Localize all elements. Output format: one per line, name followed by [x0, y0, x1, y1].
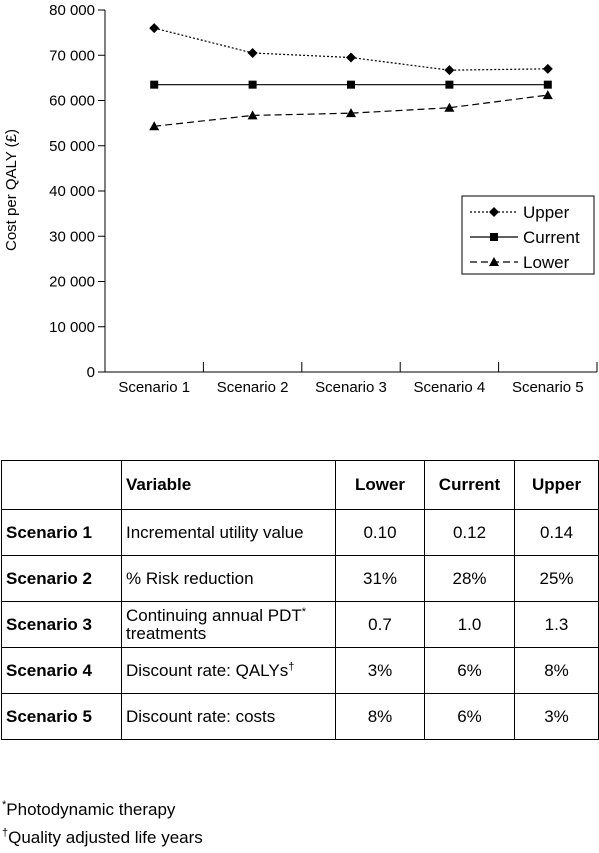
row-scenario-label: Scenario 5 — [2, 694, 122, 740]
x-axis — [105, 362, 597, 396]
data-point-current — [150, 81, 158, 89]
table-row — [2, 602, 599, 648]
x-tick-label: Scenario 2 — [216, 379, 289, 396]
row-current-value: 1.0 — [425, 602, 515, 648]
y-tick-label: 60 000 — [49, 92, 95, 110]
data-point-current — [347, 81, 355, 89]
header-upper: Upper — [515, 461, 599, 510]
footnote-mark: † — [288, 660, 295, 673]
y-tick-label: 20 000 — [49, 273, 95, 291]
row-lower-value: 8% — [336, 694, 425, 740]
sensitivity-table — [1, 460, 599, 740]
row-variable: Discount rate: costs — [122, 694, 336, 740]
x-tick-label: Scenario 5 — [511, 379, 584, 396]
row-upper-value: 3% — [515, 694, 599, 740]
row-upper-value: 1.3 — [515, 602, 599, 648]
row-variable — [122, 602, 336, 648]
footnote — [2, 828, 203, 848]
series-layer — [149, 23, 553, 130]
y-tick-label: 40 000 — [49, 183, 95, 200]
table-row — [2, 510, 599, 556]
data-point-upper — [444, 65, 454, 75]
header-lower: Lower — [336, 461, 425, 510]
header-current: Current — [425, 461, 515, 510]
legend-label-upper: Upper — [523, 203, 570, 222]
data-point-current — [445, 81, 453, 89]
footnote-text: Photodynamic therapy — [6, 800, 176, 819]
row-lower-value: 3% — [336, 648, 425, 694]
table-row — [2, 648, 599, 694]
table-row — [2, 556, 599, 602]
footnote-mark: * — [2, 799, 7, 811]
series-upper — [149, 23, 553, 75]
data-point-upper — [149, 23, 159, 33]
legend-label-lower: Lower — [523, 253, 570, 272]
row-scenario-label: Scenario 4 — [2, 648, 122, 694]
row-variable — [122, 648, 336, 694]
row-variable: Incremental utility value — [122, 510, 336, 556]
series-lower — [149, 90, 553, 130]
series-line-upper — [154, 28, 548, 70]
row-upper-value: 8% — [515, 648, 599, 694]
row-variable-text: Discount rate: QALYs — [126, 660, 289, 680]
table-header-row — [2, 461, 599, 510]
header-empty-cell — [2, 461, 122, 510]
y-axis — [49, 2, 105, 381]
row-variable-line2: treatments — [126, 623, 207, 643]
row-variable: % Risk reduction — [122, 556, 336, 602]
row-scenario-label: Scenario 3 — [2, 602, 122, 648]
footnote-text: Quality adjusted life years — [8, 828, 203, 847]
row-scenario-label: Scenario 1 — [2, 510, 122, 556]
row-current-value: 6% — [425, 694, 515, 740]
y-tick-label: 80 000 — [49, 2, 95, 19]
row-upper-value: 0.14 — [515, 510, 599, 556]
y-tick-label: 10 000 — [49, 318, 95, 336]
row-current-value: 6% — [425, 648, 515, 694]
table-row — [2, 694, 599, 740]
row-current-value: 28% — [425, 556, 515, 602]
footnote-mark: † — [2, 827, 9, 839]
row-scenario-label: Scenario 2 — [2, 556, 122, 602]
y-axis-label: Cost per QALY (£) — [3, 129, 20, 251]
data-point-upper — [248, 48, 258, 58]
row-lower-value: 0.7 — [336, 602, 425, 648]
row-upper-value: 25% — [515, 556, 599, 602]
data-point-lower — [543, 90, 553, 99]
data-point-upper — [346, 53, 356, 63]
footnote-mark: * — [301, 605, 307, 618]
y-tick-label: 50 000 — [49, 137, 95, 155]
data-point-current — [249, 81, 257, 89]
row-lower-value: 31% — [336, 556, 425, 602]
legend — [462, 196, 594, 274]
series-current — [150, 81, 552, 89]
row-variable-line1: Continuing annual PDT — [126, 605, 302, 625]
legend-marker-current — [490, 233, 498, 241]
y-tick-label: 0 — [86, 364, 95, 381]
x-tick-label: Scenario 3 — [315, 379, 387, 396]
data-point-upper — [543, 64, 553, 74]
y-tick-label: 70 000 — [49, 47, 95, 65]
x-tick-label: Scenario 1 — [118, 379, 191, 396]
legend-label-current: Current — [523, 228, 580, 247]
row-lower-value: 0.10 — [336, 510, 425, 556]
y-tick-label: 30 000 — [49, 228, 95, 246]
data-point-current — [544, 81, 552, 89]
header-variable: Variable — [122, 461, 336, 510]
footnote — [2, 800, 175, 820]
row-current-value: 0.12 — [425, 510, 515, 556]
x-tick-label: Scenario 4 — [413, 379, 486, 396]
